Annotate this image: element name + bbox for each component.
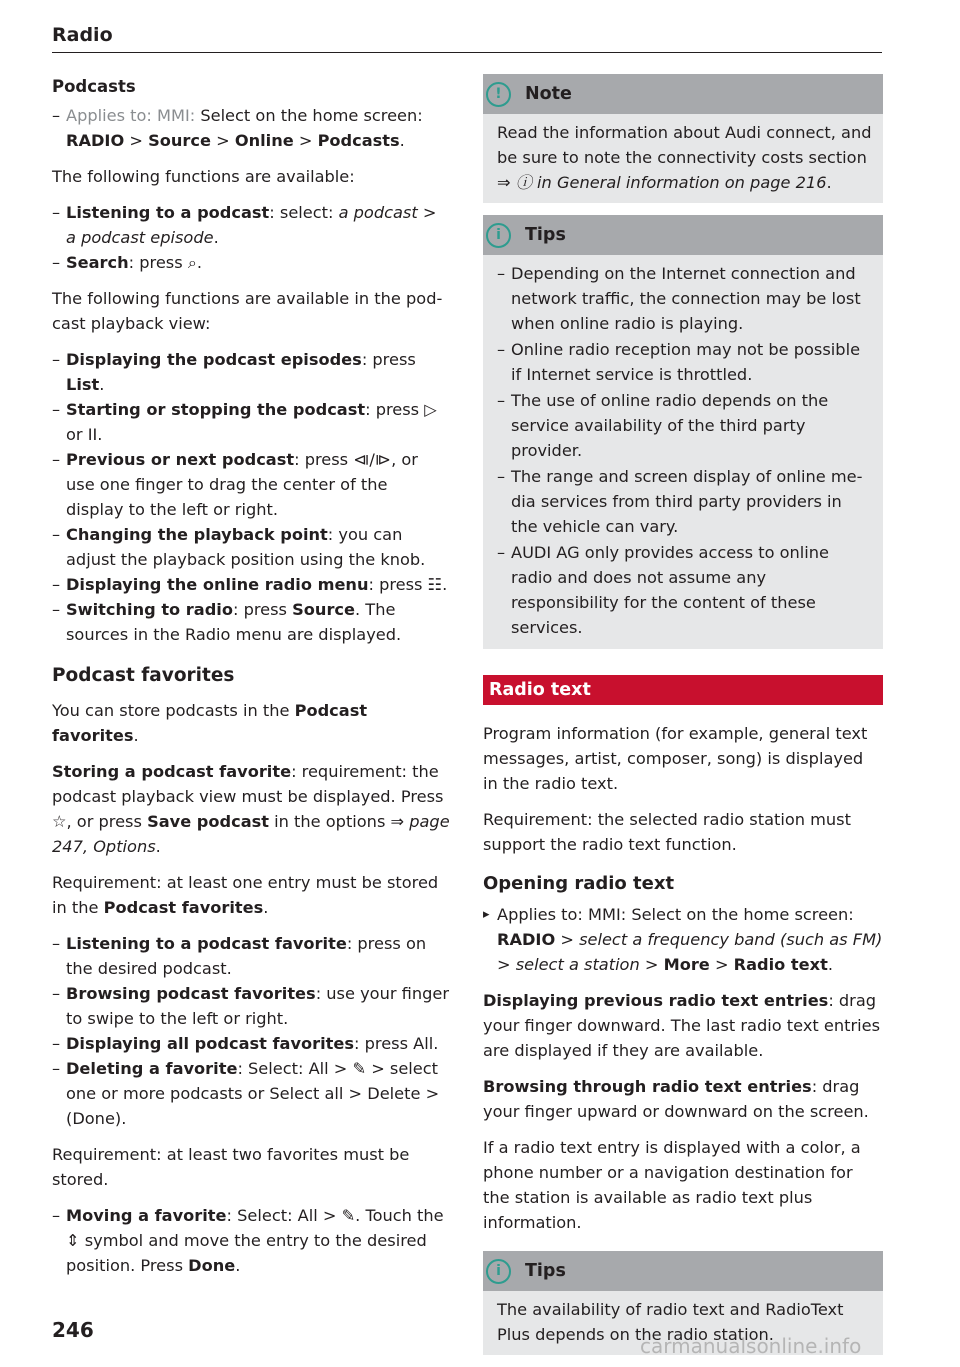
list-item: – Displaying all podcast favorites: press All. bbox=[52, 1031, 450, 1056]
info-icon: i bbox=[486, 1259, 511, 1284]
opening-heading: Opening radio text bbox=[483, 873, 675, 894]
list-item: – Displaying the podcast episodes: press List. bbox=[52, 347, 450, 397]
page-reference: ⇒ page 247, Options bbox=[52, 812, 450, 856]
edit-icon: : Select: All > ✎ > select one or more podcasts or Select all > Delete > (Done). bbox=[66, 1059, 440, 1128]
tips-header bbox=[483, 215, 883, 255]
watermark: carmanualsonline.info bbox=[640, 1334, 862, 1358]
list-item: – Displaying the online radio menu: press ☷. bbox=[52, 572, 450, 597]
requirement-two: Requirement: at least two favorites must be stored. bbox=[52, 1145, 410, 1189]
tips-title: Tips bbox=[525, 224, 566, 245]
tips-body bbox=[483, 255, 883, 649]
search-icon: : press ⌕. bbox=[128, 253, 203, 272]
note-title: Note bbox=[525, 83, 572, 104]
skip-icon: : press ⧏/⧐, or use one finger to drag the center of the display to the left or right. bbox=[66, 450, 418, 519]
radio-text-intro: Program information (for example, general text messages, artist, composer, song) is displayed in the radio text. bbox=[483, 724, 868, 793]
tip-item: – Online radio reception may not be possible if Internet service is throttled. bbox=[497, 337, 873, 387]
tips-body: The availability of radio text and RadioText Plus depends on the radio station. bbox=[497, 1300, 844, 1344]
header-rule bbox=[52, 52, 882, 53]
tips-title: Tips bbox=[525, 1260, 566, 1281]
page-number: 246 bbox=[52, 1318, 94, 1342]
star-icon: : requirement: the podcast playback view must be displayed. Press ☆, or press bbox=[52, 762, 444, 831]
radio-text-plus-info: If a radio text entry is displayed with a color, a phone number or a navigation destination for the station is available as radio text plus information. bbox=[483, 1138, 861, 1232]
applies-to-item: – Applies to: MMI: Select on the home screen: RADIO > Source > Online > Podcasts. bbox=[52, 103, 450, 153]
browse-entries: Browsing through radio text entries: drag your finger upward or downward on the screen. bbox=[483, 1077, 869, 1121]
previous-entries: Displaying previous radio text entries: drag your finger downward. The last radio text entries are displayed if they are available. bbox=[483, 991, 881, 1060]
menu-grid-icon: : press ☷. bbox=[368, 575, 448, 594]
note-header bbox=[483, 74, 883, 114]
functions-intro: The following functions are available: bbox=[52, 167, 355, 186]
playback-intro: The following functions are available in the podcast playback view: bbox=[52, 289, 443, 333]
tip-item: – The use of online radio depends on the service availability of the third party provider. bbox=[497, 388, 873, 463]
tip-item: – The range and screen display of online media services from third party providers in the vehicle can vary. bbox=[497, 464, 873, 539]
list-item: – Changing the playback point: you can adjust the playback position using the knob. bbox=[52, 522, 450, 572]
favorites-heading: Podcast favorites bbox=[52, 665, 235, 686]
requirement-one: Requirement: at least one entry must be stored in the Podcast favorites. bbox=[52, 873, 439, 917]
section-header: Radio bbox=[52, 24, 113, 46]
podcasts-heading: Podcasts bbox=[52, 77, 136, 96]
play-pause-icon: : press ▷ or II. bbox=[66, 400, 437, 444]
right-column bbox=[483, 74, 883, 1367]
left-column bbox=[52, 74, 450, 1278]
note-box bbox=[483, 74, 883, 203]
tips-box bbox=[483, 215, 883, 649]
move-favorite-item: – Moving a favorite: Select: All > ✎. Touch the ⇕ symbol and move the entry to the desired position. Press Done. bbox=[52, 1203, 450, 1278]
list-item: – Listening to a podcast favorite: press on the desired podcast. bbox=[52, 931, 450, 981]
reorder-icon: : Select: All > ✎. Touch the ⇕ symbol and move the entry to the desired position. Press bbox=[66, 1206, 444, 1275]
tip-item: – AUDI AG only provides access to online radio and does not assume any responsibility for the content of these services. bbox=[497, 540, 873, 640]
note-body: Read the information about Audi connect, and be sure to note the connectivity costs section ⇒ ⓘ in General information on page 216. bbox=[497, 123, 872, 192]
radio-text-requirement: Requirement: the selected radio station must support the radio text function. bbox=[483, 810, 851, 854]
list-item: – Starting or stopping the podcast: press ▷ or II. bbox=[52, 397, 450, 447]
info-icon: i bbox=[486, 223, 511, 248]
opening-step: ▸ Applies to: MMI: Select on the home screen: RADIO > select a frequency band (such as FM) > select a station > More > Radio text. bbox=[483, 902, 883, 977]
tips-header bbox=[483, 1251, 883, 1291]
tip-item: – Depending on the Internet connection and network traffic, the connection may be lost when online radio is playing. bbox=[497, 261, 873, 336]
warning-icon: ! bbox=[486, 82, 511, 107]
page-reference: ⇒ ⓘ in General information on page 216 bbox=[497, 173, 827, 192]
radio-text-section-bar: Radio text bbox=[483, 675, 883, 705]
list-item: – Switching to radio: press Source. The sources in the Radio menu are displayed. bbox=[52, 597, 450, 647]
store-favorite: Storing a podcast favorite: requirement: the podcast playback view must be displayed. Press ☆, or press Save podcast in the options ⇒ page 247, Options. bbox=[52, 762, 450, 856]
list-item: – Previous or next podcast: press ⧏/⧐, or use one finger to drag the center of the display to the left or right. bbox=[52, 447, 450, 522]
list-item: – Browsing podcast favorites: use your finger to swipe to the left or right. bbox=[52, 981, 450, 1031]
list-item: – Deleting a favorite: Select: All > ✎ > select one or more podcasts or Select all > Delete > (Done). bbox=[52, 1056, 450, 1131]
favorites-intro: You can store podcasts in the Podcast favorites. bbox=[52, 701, 368, 745]
listen-item: – Listening to a podcast: select: a podcast > a podcast episode. bbox=[52, 200, 450, 250]
search-item: – Search: press ⌕. bbox=[52, 250, 450, 275]
